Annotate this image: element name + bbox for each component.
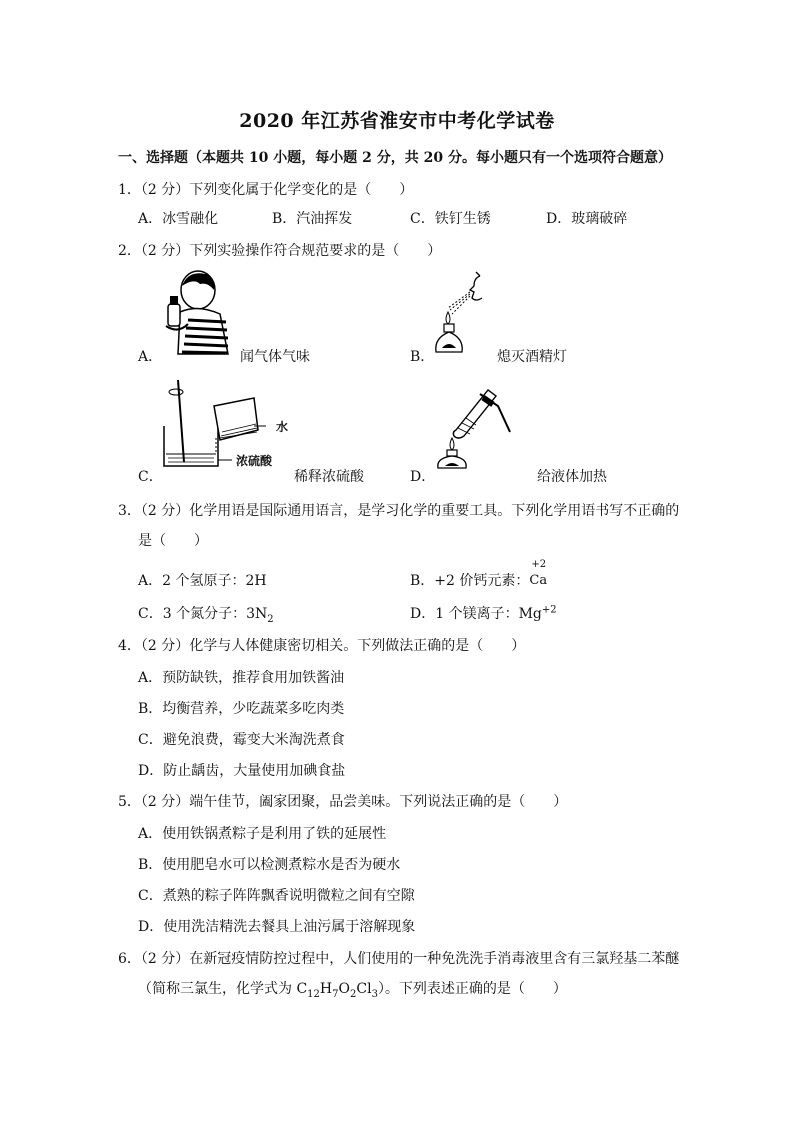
q2-option-b-caption: 熄灭酒精灯 <box>497 349 567 365</box>
q6-h: H <box>319 981 333 997</box>
question-6-stem-line1: 6．（2 分）在新冠疫情防控过程中，人们使用的一种免洗洗手消毒液里含有三氯羟基二苯醚 <box>118 951 680 967</box>
q3-option-d-text: D．1 个镁离子：Mg <box>410 606 542 622</box>
question-1-stem: 1．（2 分）下列变化属于化学变化的是（ ） <box>118 182 414 198</box>
q2-option-d-caption: 给液体加热 <box>537 469 607 485</box>
heat-liquid-figure <box>432 376 518 470</box>
q2-option-c-letter: C． <box>138 469 163 485</box>
question-3-stem-line1: 3．（2 分）化学用语是国际通用语言，是学习化学的重要工具。下列化学用语书写不正确的 <box>118 503 680 519</box>
q6-o: O <box>338 981 350 997</box>
q5-option-b: B．使用肥皂水可以检测煮粽水是否为硬水 <box>138 857 401 873</box>
q2-option-d-letter: D． <box>410 469 436 485</box>
q5-option-a: A．使用铁锅煮粽子是利用了铁的延展性 <box>138 826 387 842</box>
q1-option-b: B．汽油挥发 <box>272 211 353 227</box>
q5-option-d: D．使用洗洁精洗去餐具上油污属于溶解现象 <box>138 919 416 935</box>
q3-option-b-valence: +2 <box>531 559 547 570</box>
q2-option-b-letter: B． <box>410 349 435 365</box>
page-title: 2020 年江苏省淮安市中考化学试卷 <box>239 110 555 132</box>
section-heading: 一、选择题（本题共 10 小题，每小题 2 分，共 20 分。每小题只有一个选项符合题意） <box>118 150 672 166</box>
question-3-stem-line2: 是（ ） <box>138 533 208 549</box>
q6-sub-c: 12 <box>307 988 320 1000</box>
q4-option-d: D．防止龋齿，大量使用加碘食盐 <box>138 763 346 779</box>
q1-option-a: A．冰雪融化 <box>138 211 219 227</box>
smelling-gas-figure <box>158 268 238 360</box>
q2-option-a-caption: 闻气体气味 <box>240 349 310 365</box>
q6-stem-pre: （简称三氯生，化学式为 C <box>138 981 308 997</box>
extinguish-lamp-figure <box>430 268 502 360</box>
acid-label: 浓硫酸 <box>236 454 273 468</box>
q2-option-c-caption: 稀释浓硫酸 <box>294 469 364 485</box>
q3-option-d-superscript: +2 <box>541 604 557 616</box>
question-6-stem-line2 <box>138 978 567 1000</box>
q6-sub-cl: 3 <box>371 988 378 1000</box>
q3-option-b-text: B．+2 价钙元素： <box>410 573 530 589</box>
question-4-stem: 4．（2 分）化学与人体健康密切相关。下列做法正确的是（ ） <box>118 638 526 654</box>
q1-option-d: D．玻璃破碎 <box>546 211 628 227</box>
q6-stem-post: ）。下列表述正确的是（ ） <box>377 981 567 997</box>
q5-option-c: C．煮熟的粽子阵阵飘香说明微粒之间有空隙 <box>138 888 415 904</box>
question-5-stem: 5．（2 分）端午佳节，阖家团聚，品尝美味。下列说法正确的是（ ） <box>118 794 568 810</box>
q6-sub-h: 7 <box>332 988 339 1000</box>
q3-option-c-text: C．3 个氮分子：3N <box>138 606 268 622</box>
q6-cl: Cl <box>356 981 372 997</box>
q6-sub-o: 2 <box>349 988 357 1000</box>
q4-option-c: C．避免浪费，霉变大米淘洗煮食 <box>138 732 345 748</box>
q3-option-d <box>410 603 557 623</box>
q4-option-b: B．均衡营养，少吃蔬菜多吃肉类 <box>138 701 345 717</box>
q4-option-a: A．预防缺铁，推荐食用加铁酱油 <box>138 670 345 686</box>
q3-option-b-formula <box>529 559 549 588</box>
q2-option-a-letter: A． <box>138 349 163 365</box>
water-label: 水 <box>276 420 289 434</box>
q3-option-c-subscript: 2 <box>267 613 274 625</box>
q3-option-b <box>410 559 549 590</box>
q3-option-a: A．2 个氢原子：2H <box>138 573 267 589</box>
q3-option-c <box>138 603 274 625</box>
q1-option-c: C．铁钉生锈 <box>410 211 491 227</box>
q3-option-b-symbol: Ca <box>529 573 548 588</box>
question-2-stem: 2．（2 分）下列实验操作符合规范要求的是（ ） <box>118 243 442 259</box>
